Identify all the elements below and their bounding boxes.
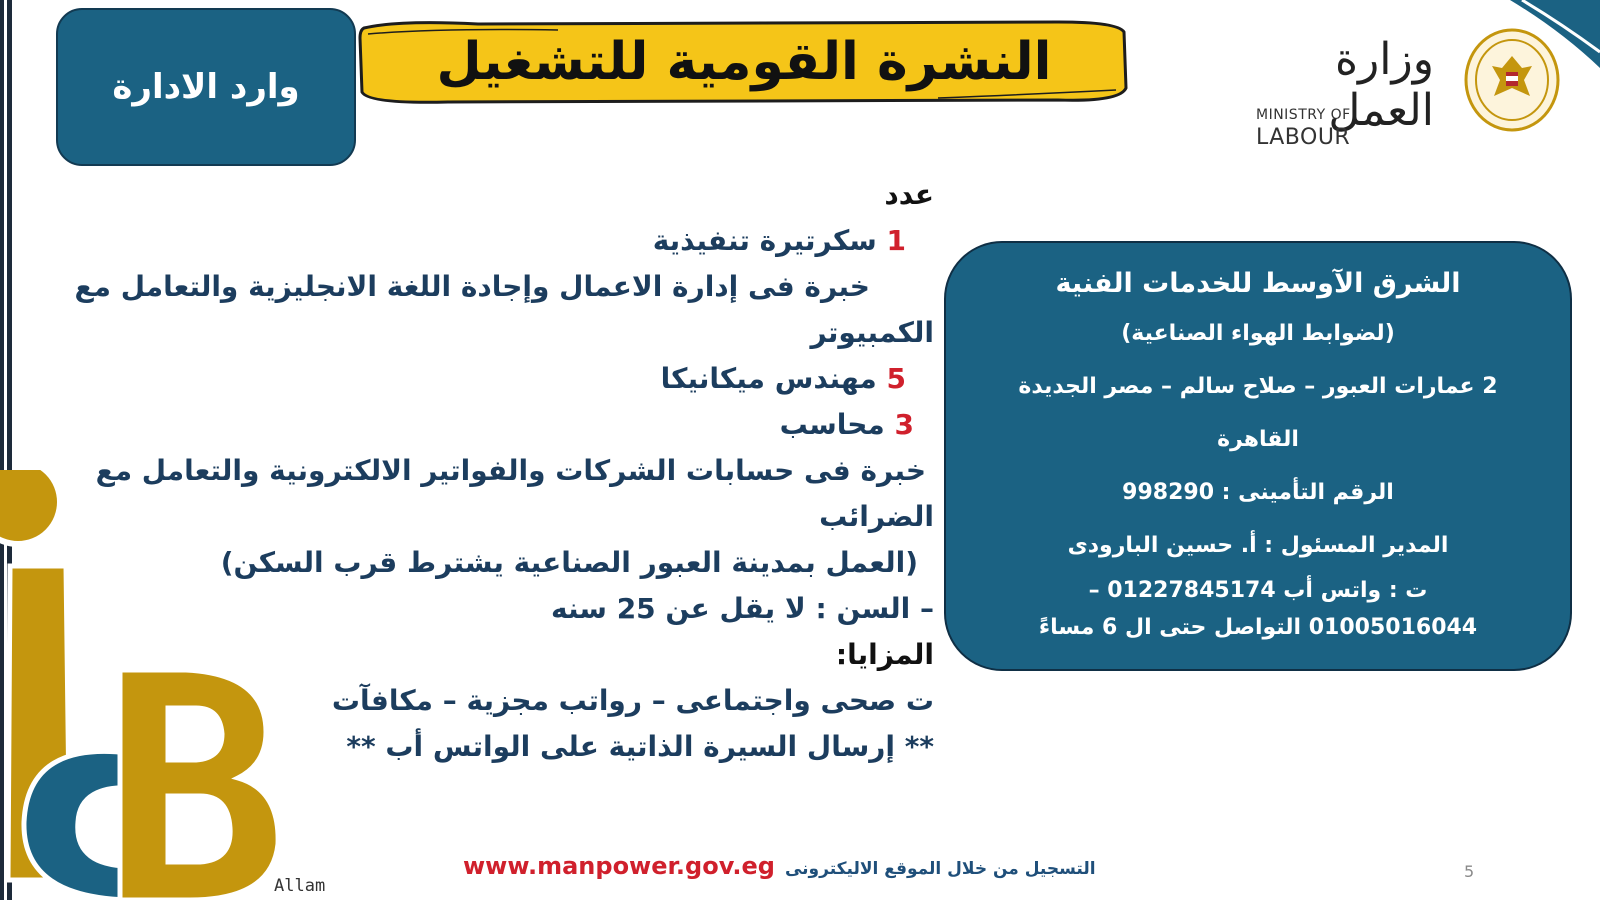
page-number: 5 (1464, 862, 1475, 881)
ministry-name-english: MINISTRY OF LABOUR (1256, 107, 1351, 150)
contact-phone-alt: 01005016044 التواصل حتى ال 6 مساءً (1038, 615, 1478, 640)
registration-footer (463, 852, 1096, 880)
website-link[interactable]: www.manpower.gov.eg (463, 852, 775, 880)
company-name: الشرق الآوسط للخدمات الفنية (1055, 268, 1461, 299)
job-requirement: الضرائب (819, 500, 934, 533)
age-requirement: – السن : لا يقل عن 25 سنه (551, 592, 934, 625)
company-specialty: (لضوابط الهواء الصناعية) (1121, 321, 1395, 346)
benefits-label: المزايا: (835, 638, 934, 671)
author-signature: Allam (274, 876, 326, 896)
contact-phone: ت : واتس أب 01227845174 – (1088, 578, 1428, 603)
title-banner (358, 18, 1130, 106)
ministry-seal-icon (1462, 26, 1562, 134)
department-box (56, 8, 356, 166)
company-city: القاهرة (1217, 427, 1299, 452)
job-item: 1 سكرتيرة تنفيذية (652, 224, 906, 257)
company-address: 2 عمارات العبور – صلاح سالم – مصر الجديدة (1018, 374, 1498, 399)
brand-letters-decoration (0, 470, 290, 900)
registration-note: التسجيل من خلال الموقع الاليكترونى (784, 859, 1096, 879)
job-requirement: خبرة فى حسابات الشركات والفواتير الالكترونية والتعامل مع (95, 454, 926, 487)
job-requirement: الكمبيوتر (810, 316, 934, 349)
count-label: عدد (884, 178, 934, 211)
ministry-logo (1252, 34, 1442, 150)
company-info-box (944, 241, 1572, 671)
job-item: 3 محاسب (779, 408, 914, 441)
bulletin-title: النشرة القومية للتشغيل (436, 32, 1052, 92)
insurance-number: الرقم التأمينى : 998290 (1122, 480, 1394, 505)
cv-note: ** إرسال السيرة الذاتية على الواتس أب ** (346, 730, 934, 763)
company-manager: المدير المسئول : أ. حسين البارودى (1067, 533, 1449, 558)
department-label: وارد الادارة (112, 67, 300, 107)
ministry-name-arabic: وزارة العمل (1328, 34, 1434, 136)
job-location-note: (العمل بمدينة العبور الصناعية يشترط قرب السكن) (220, 546, 918, 579)
job-requirement: خبرة فى إدارة الاعمال وإجادة اللغة الانجليزية والتعامل مع (74, 270, 870, 303)
job-item: 5 مهندس ميكانيكا (660, 362, 906, 395)
benefits-text: ت صحى واجتماعى – رواتب مجزية – مكافآت (331, 684, 934, 717)
